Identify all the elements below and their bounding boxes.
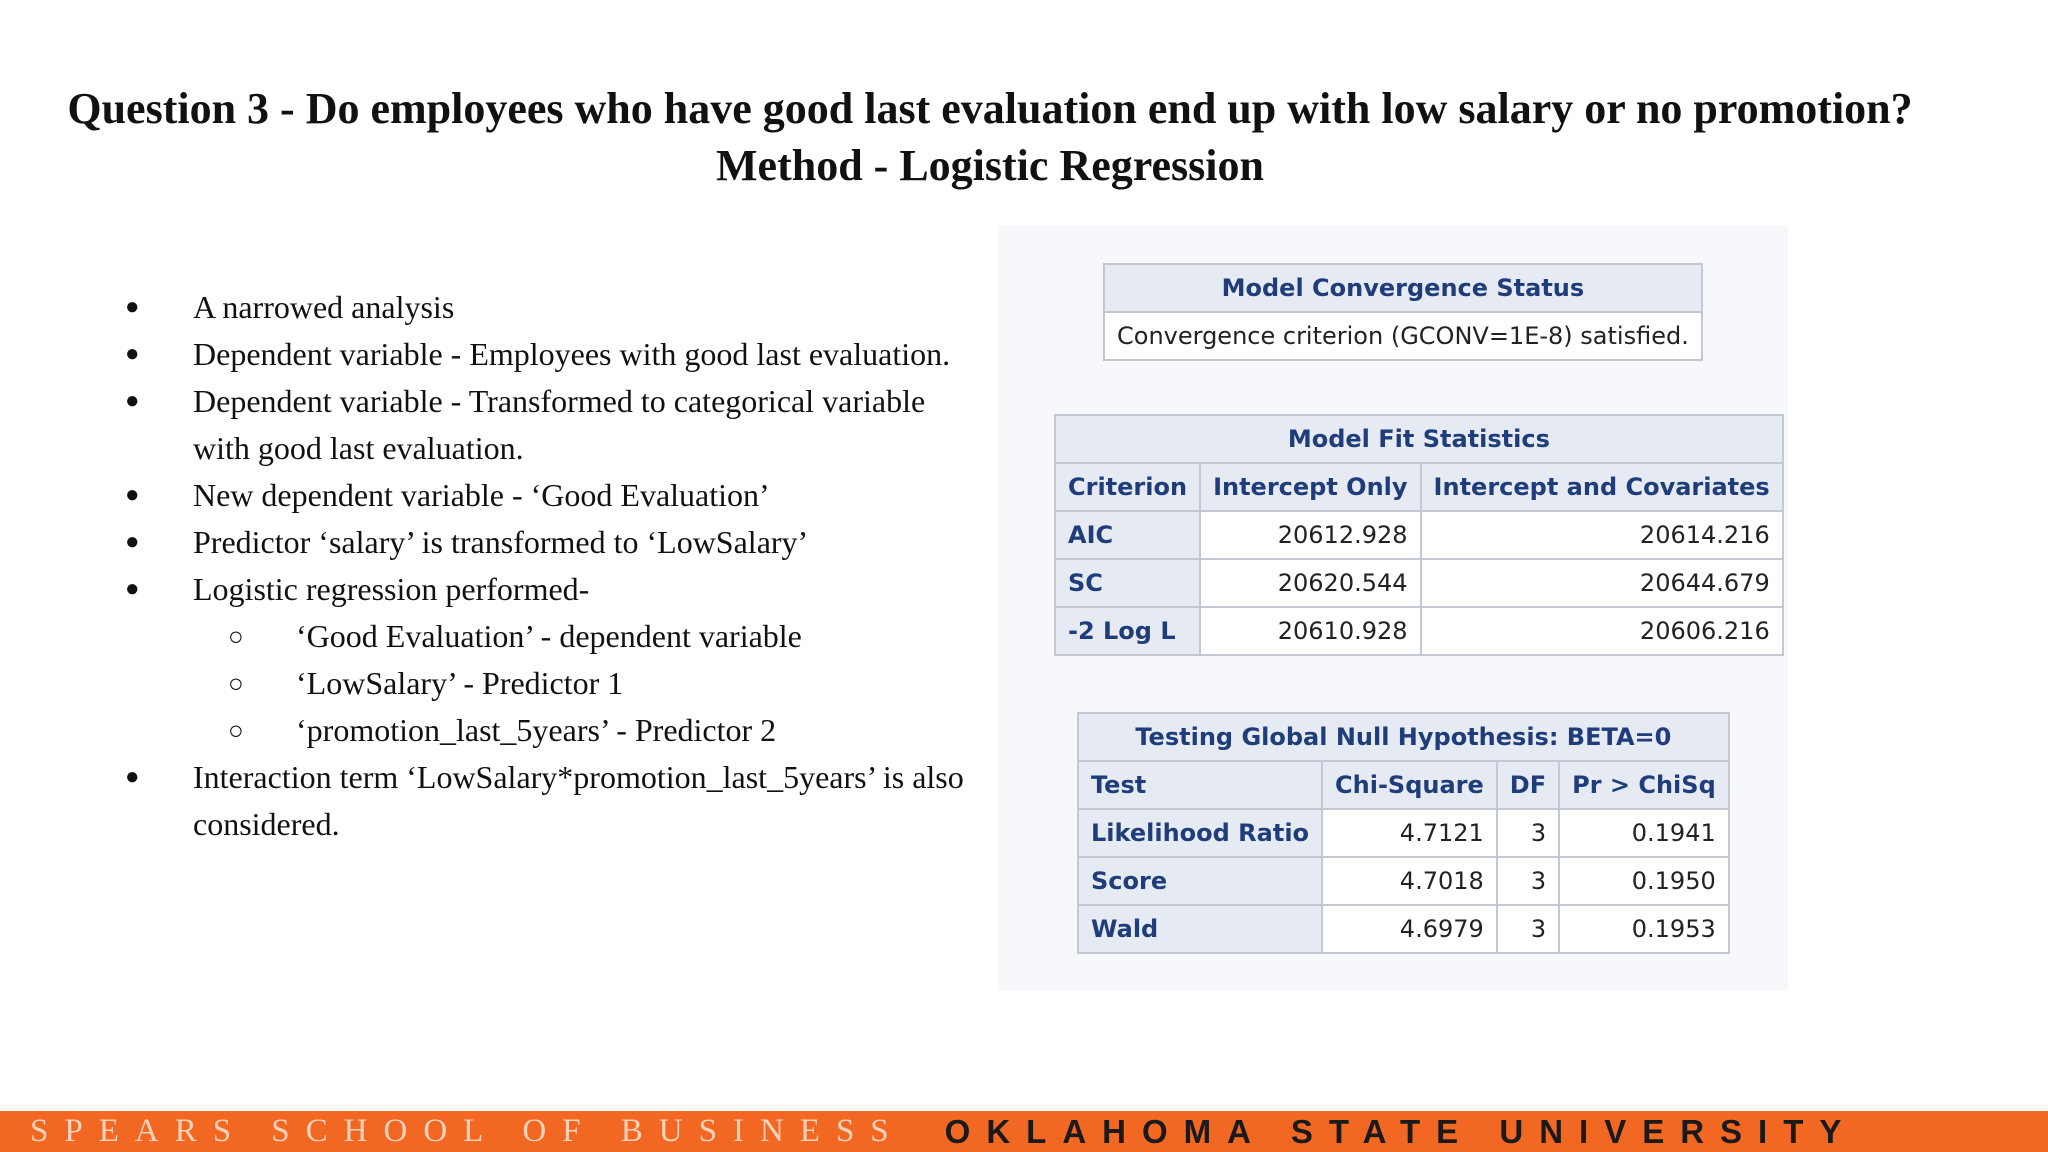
row-header: -2 Log L [1055, 607, 1200, 655]
table-cell: 20614.216 [1421, 511, 1783, 559]
row-header: Likelihood Ratio [1078, 809, 1322, 857]
sub-bullet-item [125, 660, 965, 707]
bullet-text: Dependent variable - Employees with good last evaluation. [193, 336, 951, 372]
bullet-text: ‘promotion_last_5years’ - Predictor 2 [296, 712, 777, 748]
bullet-text: Dependent variable - Transformed to categorical variable with good last evaluation. [193, 383, 926, 466]
row-header: Score [1078, 857, 1322, 905]
sub-bullet-item [125, 613, 965, 660]
bullet-text: ‘Good Evaluation’ - dependent variable [296, 618, 802, 654]
bullet-text: ‘LowSalary’ - Predictor 1 [296, 665, 624, 701]
bullet-item [125, 566, 965, 613]
table-cell: 4.6979 [1322, 905, 1497, 953]
table-row [1078, 905, 1729, 953]
slide-title [0, 80, 1980, 194]
bullet-item [125, 472, 965, 519]
table-cell: 4.7018 [1322, 857, 1497, 905]
table-cell: 3 [1497, 809, 1559, 857]
bullet-text: New dependent variable - ‘Good Evaluation’ [193, 477, 770, 513]
column-header: Test [1078, 761, 1322, 809]
bullet-dot-icon: ● [125, 529, 140, 555]
footer-university-name: OKLAHOMA STATE UNIVERSITY [944, 1112, 1858, 1150]
convergence-table [1103, 263, 1703, 361]
table-row [1055, 607, 1783, 655]
fit-stats-table [1054, 414, 1784, 656]
convergence-title: Model Convergence Status [1104, 264, 1702, 312]
bullet-item [125, 331, 965, 378]
bullet-circle-icon: ○ [228, 716, 244, 745]
table-cell: 0.1941 [1559, 809, 1729, 857]
bullet-text: Interaction term ‘LowSalary*promotion_last_5years’ is also considered. [193, 759, 964, 842]
row-header: AIC [1055, 511, 1200, 559]
table-cell: 20620.544 [1200, 559, 1420, 607]
bullet-item [125, 378, 965, 472]
bullet-dot-icon: ● [125, 576, 140, 602]
row-header: SC [1055, 559, 1200, 607]
bullet-text: A narrowed analysis [193, 289, 455, 325]
table-cell: 20644.679 [1421, 559, 1783, 607]
bullet-circle-icon: ○ [228, 669, 244, 698]
bullet-dot-icon: ● [125, 388, 140, 414]
footer-banner [0, 1111, 2048, 1152]
table-row [1055, 511, 1783, 559]
fit-stats-title: Model Fit Statistics [1055, 415, 1783, 463]
column-header: Criterion [1055, 463, 1200, 511]
bullet-text: Logistic regression performed- [193, 571, 590, 607]
column-header: Intercept and Covariates [1421, 463, 1783, 511]
column-header: DF [1497, 761, 1559, 809]
bullet-text: Predictor ‘salary’ is transformed to ‘LowSalary’ [193, 524, 809, 560]
bullet-list [125, 284, 965, 848]
bullet-item [125, 754, 965, 848]
global-null-table [1077, 712, 1730, 954]
bullet-dot-icon: ● [125, 294, 140, 320]
title-line-2: Method - Logistic Regression [716, 141, 1264, 190]
table-cell: 20610.928 [1200, 607, 1420, 655]
table-row [1078, 809, 1729, 857]
table-cell: 4.7121 [1322, 809, 1497, 857]
bullet-circle-icon: ○ [228, 622, 244, 651]
footer-school-name: SPEARS SCHOOL OF BUSINESS [30, 1113, 905, 1149]
sub-bullet-item [125, 707, 965, 754]
table-cell: 3 [1497, 857, 1559, 905]
title-line-1: Question 3 - Do employees who have good last evaluation end up with low salary or no promotion? [67, 84, 1913, 133]
bullet-dot-icon: ● [125, 341, 140, 367]
table-cell: 3 [1497, 905, 1559, 953]
bullet-item [125, 519, 965, 566]
table-cell: 0.1950 [1559, 857, 1729, 905]
global-null-title: Testing Global Null Hypothesis: BETA=0 [1078, 713, 1729, 761]
bullet-item [125, 284, 965, 331]
column-header: Chi-Square [1322, 761, 1497, 809]
bullet-dot-icon: ● [125, 764, 140, 790]
table-cell: 20606.216 [1421, 607, 1783, 655]
column-header: Pr > ChiSq [1559, 761, 1729, 809]
table-cell: 20612.928 [1200, 511, 1420, 559]
table-row [1078, 857, 1729, 905]
table-cell: 0.1953 [1559, 905, 1729, 953]
table-row [1055, 559, 1783, 607]
convergence-message: Convergence criterion (GCONV=1E-8) satisfied. [1104, 312, 1702, 360]
row-header: Wald [1078, 905, 1322, 953]
bullet-dot-icon: ● [125, 482, 140, 508]
column-header: Intercept Only [1200, 463, 1420, 511]
